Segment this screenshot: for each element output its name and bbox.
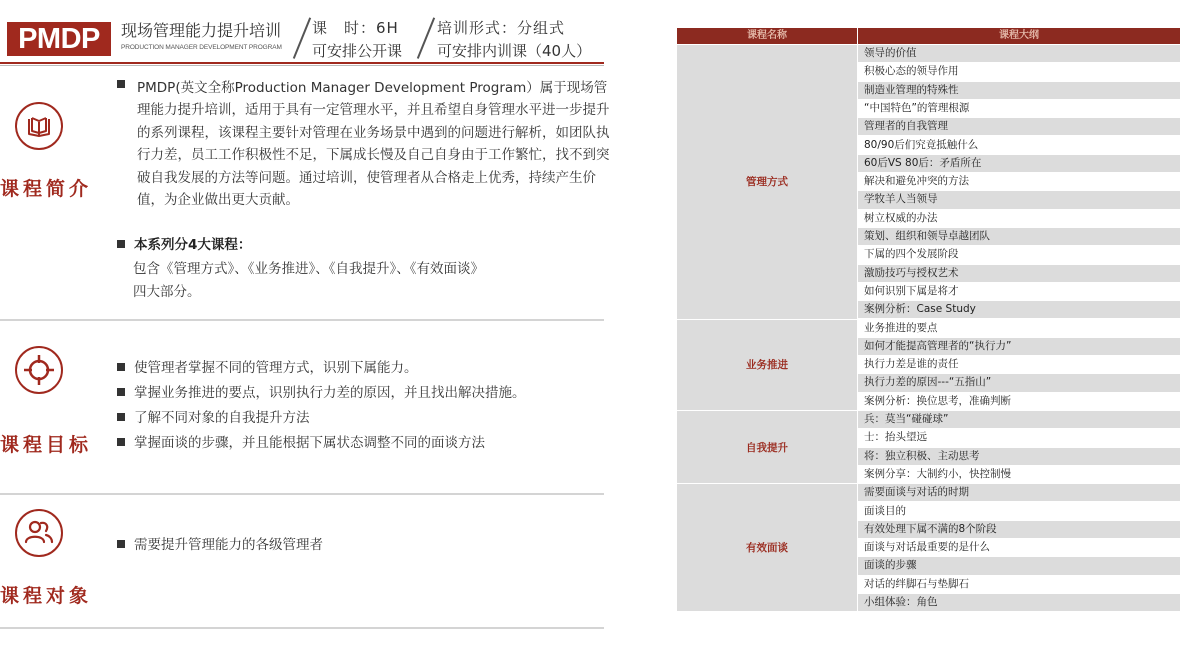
outline-row: 如何识别下属是将才 — [858, 283, 1180, 300]
series-heading — [117, 233, 251, 253]
series-body — [133, 258, 484, 304]
outline-row: 需要面谈与对话的时期 — [858, 484, 1180, 501]
course-title: 现场管理能力提升培训 — [121, 21, 282, 40]
outline-row: 业务推进的要点 — [858, 320, 1180, 337]
series-heading-text: 本系列分4大课程： — [134, 237, 252, 253]
outline-row: 策划、组织和领导卓越团队 — [858, 228, 1180, 245]
outline-row: 面谈与对话最重要的是什么 — [858, 539, 1180, 556]
intro-bullet-marker — [117, 77, 134, 93]
section-divider — [0, 493, 604, 495]
section-label-goals: 课程目标 — [0, 434, 93, 456]
course-category: 业务推进 — [677, 320, 857, 411]
goal-item: 使管理者掌握不同的管理方式，识别下属能力。 — [117, 356, 418, 376]
column-header-outline: 课程大纲 — [858, 28, 1180, 44]
series-line: 包含《管理方式》、《业务推进》、《自我提升》、《有效面谈》 — [133, 261, 484, 277]
outline-row: 有效处理下属不满的8个阶段 — [858, 521, 1180, 538]
outline-row: 案例分析：Case Study — [858, 301, 1180, 318]
divider-slash — [293, 17, 311, 58]
series-line: 四大部分。 — [133, 284, 201, 300]
people-icon — [15, 509, 63, 557]
section-divider — [0, 627, 604, 629]
column-header-name: 课程名称 — [677, 28, 857, 44]
outline-row: 面谈目的 — [858, 503, 1180, 520]
section-label-intro: 课程简介 — [0, 178, 93, 200]
outline-row: 制造业管理的特殊性 — [858, 82, 1180, 99]
outline-row: 学牧羊人当领导 — [858, 191, 1180, 208]
outline-row: 60后VS 80后：矛盾所在 — [858, 155, 1180, 172]
outline-row: 树立权威的办法 — [858, 210, 1180, 227]
target-icon — [15, 346, 63, 394]
format-text: 培训形式：分组式 — [437, 19, 566, 37]
outline-row: 80/90后们究竟抵触什么 — [858, 137, 1180, 154]
outline-row: 案例分享：大制约小，快控制慢 — [858, 466, 1180, 483]
outline-row: 执行力差的原因---“五指山” — [858, 374, 1180, 391]
outline-row: 激励技巧与授权艺术 — [858, 265, 1180, 282]
outline-row: 士：抬头望远 — [858, 429, 1180, 446]
header-rule-thin — [0, 65, 604, 66]
outline-row: 案例分析：换位思考，准确判断 — [858, 393, 1180, 410]
course-category: 自我提升 — [677, 411, 857, 483]
outline-row: 兵：莫当“碰碰球” — [858, 411, 1180, 428]
goal-item: 了解不同对象的自我提升方法 — [117, 406, 310, 426]
course-subtitle: PRODUCTION MANAGER DEVELOPMENT PROGRAM — [121, 44, 282, 51]
pmdp-logo: PMDP — [7, 22, 111, 56]
book-icon — [15, 102, 63, 150]
duration-text: 课 时：6H — [312, 19, 399, 37]
public-course-text: 可安排公开课 — [312, 42, 403, 60]
outline-row: 对话的绊脚石与垫脚石 — [858, 576, 1180, 593]
section-label-audience: 课程对象 — [0, 585, 93, 607]
section-divider — [0, 319, 604, 321]
outline-row: 如何才能提高管理者的“执行力” — [858, 338, 1180, 355]
course-category: 管理方式 — [677, 45, 857, 319]
outline-row: 将：独立积极、主动思考 — [858, 448, 1180, 465]
outline-row: 管理者的自我管理 — [858, 118, 1180, 135]
outline-row: “中国特色”的管理根源 — [858, 100, 1180, 117]
outline-row: 解决和避免冲突的方法 — [858, 173, 1180, 190]
outline-row: 执行力差是谁的责任 — [858, 356, 1180, 373]
goal-item: 掌握面谈的步骤，并且能根据下属状态调整不同的面谈方法 — [117, 431, 485, 451]
outline-row: 下属的四个发展阶段 — [858, 246, 1180, 263]
outline-row: 积极心态的领导作用 — [858, 63, 1180, 80]
course-category: 有效面谈 — [677, 484, 857, 611]
intro-paragraph: PMDP(英文全称Production Manager Development Program）属于现场管理能力提升培训，适用于具有一定管理水平，并且希望自身管理水平进一步提升的系列课程，该课程主要针对管理在业务场景中遇到的问题进行解析，如团队执行力差，员工工作积极性不足，下属成长慢及自己自身由于工作繁忙，找不到突破自我发展的方法等问题。通过培训，使管理者从合格走上优秀，持续产生价值，为企业做出更大贡献。 — [137, 80, 610, 209]
outline-row: 面谈的步骤 — [858, 557, 1180, 574]
audience-item: 需要提升管理能力的各级管理者 — [117, 533, 323, 553]
header-rule — [0, 62, 604, 64]
goal-item: 掌握业务推进的要点，识别执行力差的原因，并且找出解决措施。 — [117, 381, 526, 401]
inhouse-course-text: 可安排内训课（40人） — [437, 42, 592, 60]
divider-slash — [417, 17, 435, 58]
outline-row: 小组体验：角色 — [858, 594, 1180, 611]
outline-row: 领导的价值 — [858, 45, 1180, 62]
